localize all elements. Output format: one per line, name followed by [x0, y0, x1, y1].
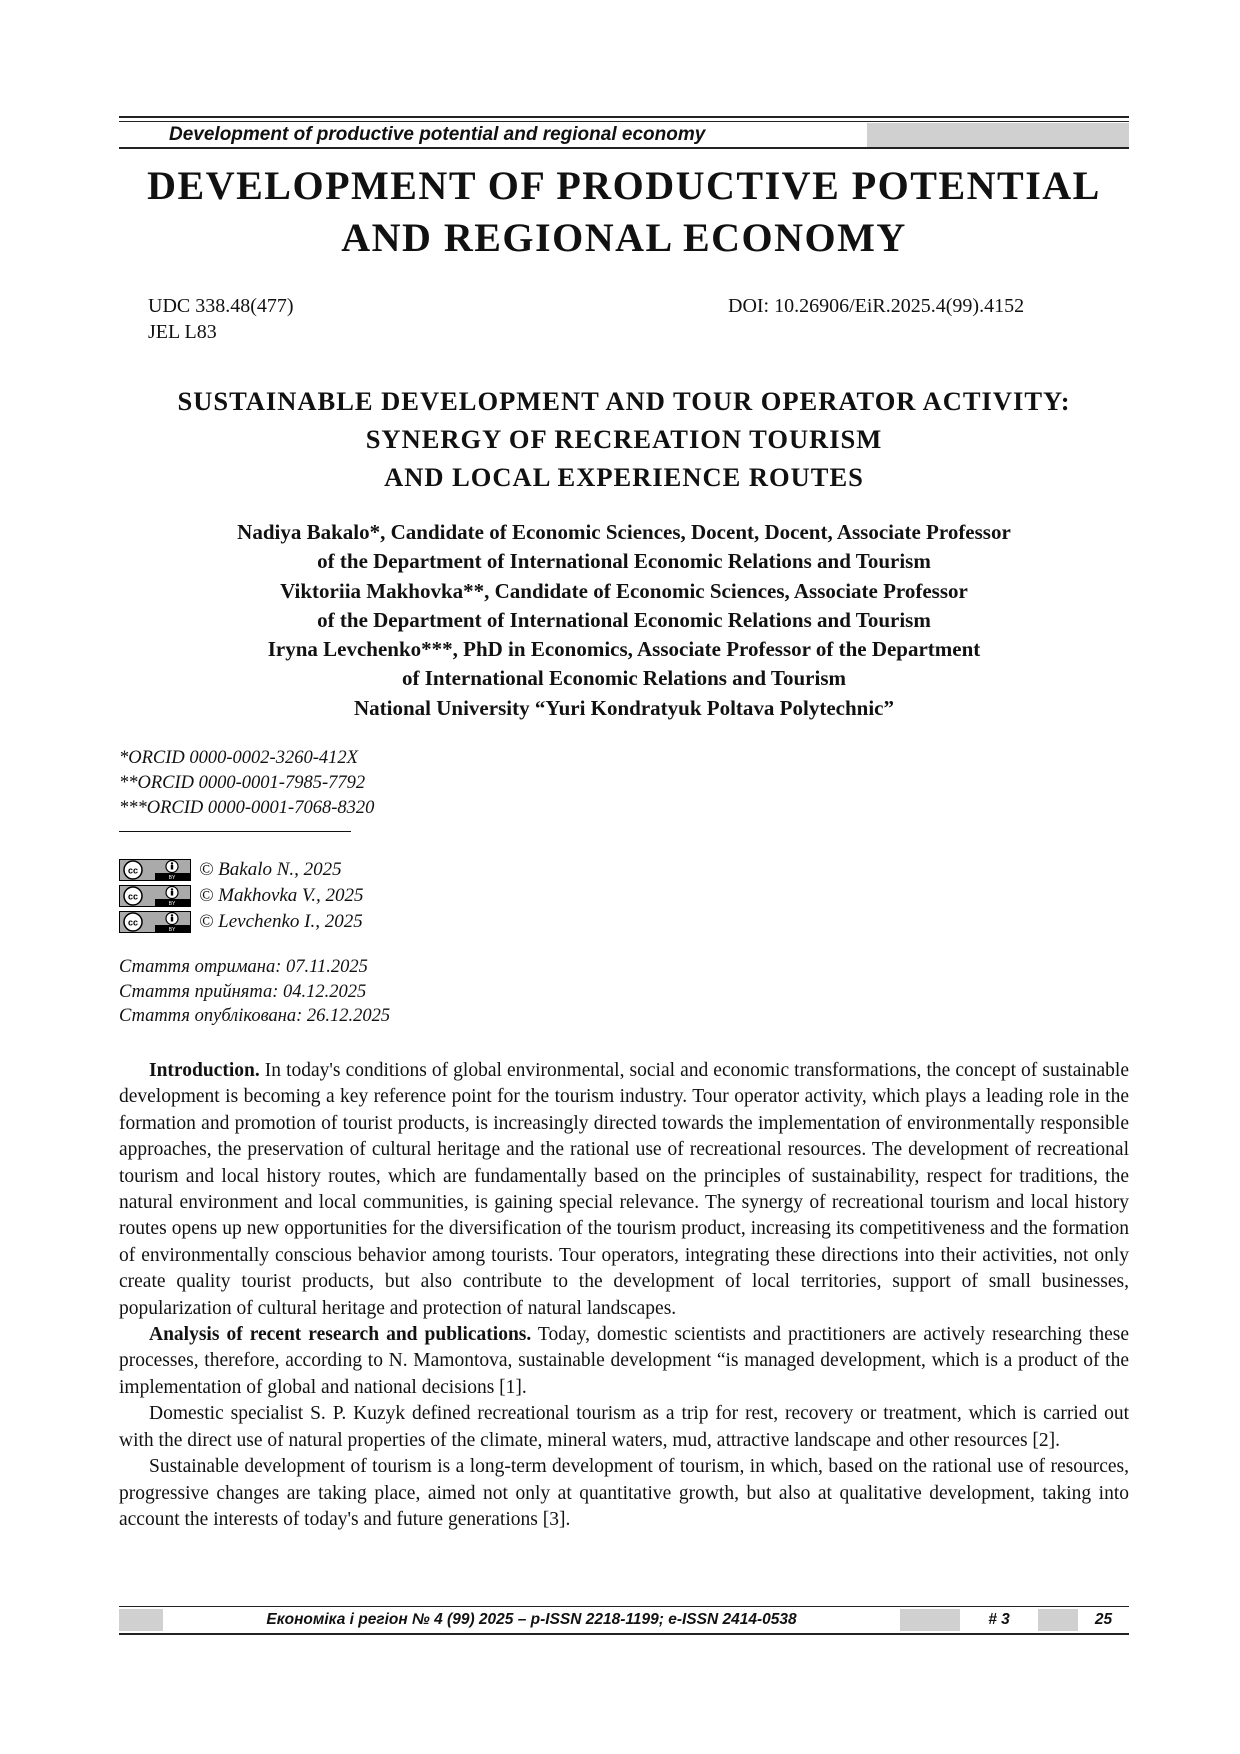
- paragraph-text: Today, domestic scientists and practitioners are actively researching these processes, therefore, according to N. Mamontova, sustainable development “is managed development, which is a product of the implementation of global and national decisions [1].: [119, 1324, 1129, 1398]
- orcid-list: [119, 746, 374, 821]
- copyright-text: © Levchenko I., 2025: [199, 911, 363, 932]
- footer-issue: # 3: [988, 1611, 1010, 1628]
- copyright-block: [119, 857, 363, 935]
- paragraph: [119, 1401, 1129, 1454]
- header-rule-bottom: [119, 147, 1129, 149]
- running-header-text: Development of productive potential and regional economy: [169, 124, 706, 145]
- date-received: Стаття отримана: 07.11.2025: [119, 957, 368, 977]
- cc-by-icon: [119, 911, 191, 933]
- author-line: of International Economic Relations and Tourism: [402, 666, 846, 691]
- author-line: of the Department of International Economic Relations and Tourism: [317, 607, 931, 632]
- author-line: Viktoriia Makhovka**, Candidate of Economic Sciences, Associate Professor: [280, 578, 968, 603]
- orcid-item: **ORCID 0000-0001-7985-7792: [119, 773, 366, 793]
- svg-text:BY: BY: [168, 901, 176, 907]
- section-title-line: DEVELOPMENT OF PRODUCTIVE POTENTIAL: [147, 163, 1101, 208]
- author-line: of the Department of International Economic Relations and Tourism: [317, 549, 931, 574]
- paragraph-text: Sustainable development of tourism is a long-term development of tourism, in which, based on the rational use of resources, progressive changes are taking place, aimed not only at quantitative growth, but also at qualitative development, taking into account the interests of today's and future generations [3].: [119, 1456, 1129, 1530]
- author-line: Iryna Levchenko***, PhD in Economics, Associate Professor of the Department: [267, 637, 981, 662]
- paragraph-analysis: [119, 1322, 1129, 1401]
- footer-rule-bottom: [119, 1633, 1129, 1635]
- footer-shade: [900, 1609, 960, 1631]
- paper-title-line: SUSTAINABLE DEVELOPMENT AND TOUR OPERATOR ACTIVITY:: [177, 386, 1071, 416]
- section-title-line: AND REGIONAL ECONOMY: [341, 215, 907, 260]
- copyright-text: © Makhovka V., 2025: [199, 885, 364, 906]
- article-dates: [119, 955, 390, 1029]
- copyright-row: [119, 883, 363, 909]
- svg-text:cc: cc: [127, 865, 139, 876]
- affiliation: National University “Yuri Kondratyuk Poltava Polytechnic”: [354, 695, 894, 720]
- paper-title: [119, 382, 1129, 496]
- footer-journal: Економіка і регіон № 4 (99) 2025 – p-ISSN 2218-1199; e-ISSN 2414-0538: [266, 1611, 797, 1628]
- header-rule-top: [119, 116, 1129, 118]
- paragraph-heading: Introduction.: [149, 1060, 260, 1081]
- header-rule-thin: [119, 121, 1129, 122]
- date-published: Стаття опублікована: 26.12.2025: [119, 1006, 391, 1026]
- udc-code: UDC 338.48(477): [148, 295, 294, 317]
- author-block: [119, 518, 1129, 723]
- paper-title-line: SYNERGY OF RECREATION TOURISM: [365, 424, 883, 454]
- paragraph-text: Domestic specialist S. P. Kuzyk defined recreational tourism as a trip for rest, recovery or treatment, which is carried out with the direct use of natural properties of the climate, mineral waters, mud, attractive landscape and other resources [2].: [119, 1403, 1129, 1451]
- cc-by-icon: [119, 859, 191, 881]
- svg-text:cc: cc: [127, 917, 139, 928]
- svg-text:BY: BY: [168, 875, 176, 881]
- running-header: [119, 123, 1129, 147]
- paragraph-heading: Analysis of recent research and publications.: [149, 1324, 532, 1346]
- orcid-item: *ORCID 0000-0002-3260-412X: [119, 748, 358, 768]
- orcid-item: ***ORCID 0000-0001-7068-8320: [119, 798, 375, 818]
- paragraph: [119, 1454, 1129, 1533]
- paragraph-introduction: [119, 1058, 1129, 1322]
- jel-code: JEL L83: [148, 321, 217, 343]
- copyright-row: [119, 909, 363, 935]
- footer-shade: [119, 1609, 163, 1631]
- page-number: 25: [1094, 1611, 1113, 1628]
- paper-title-line: AND LOCAL EXPERIENCE ROUTES: [384, 462, 864, 492]
- svg-text:BY: BY: [168, 927, 176, 933]
- copyright-row: [119, 857, 363, 883]
- date-accepted: Стаття прийнята: 04.12.2025: [119, 981, 367, 1002]
- doi: DOI: 10.26906/EiR.2025.4(99).4152: [728, 295, 1025, 317]
- page-footer: [119, 1609, 1129, 1631]
- svg-text:cc: cc: [127, 891, 139, 902]
- running-header-shade: [867, 123, 1129, 147]
- footer-rule-top: [119, 1606, 1129, 1607]
- copyright-text: © Bakalo N., 2025: [199, 859, 342, 880]
- author-line: Nadiya Bakalo*, Candidate of Economic Sciences, Docent, Docent, Associate Professor: [237, 520, 1011, 544]
- section-title: [119, 160, 1129, 264]
- separator-line: [119, 831, 351, 832]
- cc-by-icon: [119, 885, 191, 907]
- paragraph-text: In today's conditions of global environmental, social and economic transformations, the concept of sustainable development is becoming a key reference point for the tourism industry. Tour operator activity, which plays a leading role in the formation and promotion of tourist products, is increasingly directed towards the implementation of environmentally responsible approaches, the preservation of cultural heritage and the rational use of recreational resources. The development of recreational tourism and local history routes, which are fundamentally based on the principles of sustainability, respect for traditions, the natural environment and local communities, is gaining special relevance. The synergy of recreational tourism and local history routes opens up new opportunities for the diversification of the tourism product, increasing its competitiveness and the formation of environmentally conscious behavior among tourists. Tour operators, integrating these directions into their activities, not only create quality tourist products, but also contribute to the development of local territories, support of small businesses, popularization of cultural heritage and protection of natural landscapes.: [119, 1060, 1129, 1319]
- article-body: [119, 1058, 1129, 1533]
- footer-shade: [1038, 1609, 1078, 1631]
